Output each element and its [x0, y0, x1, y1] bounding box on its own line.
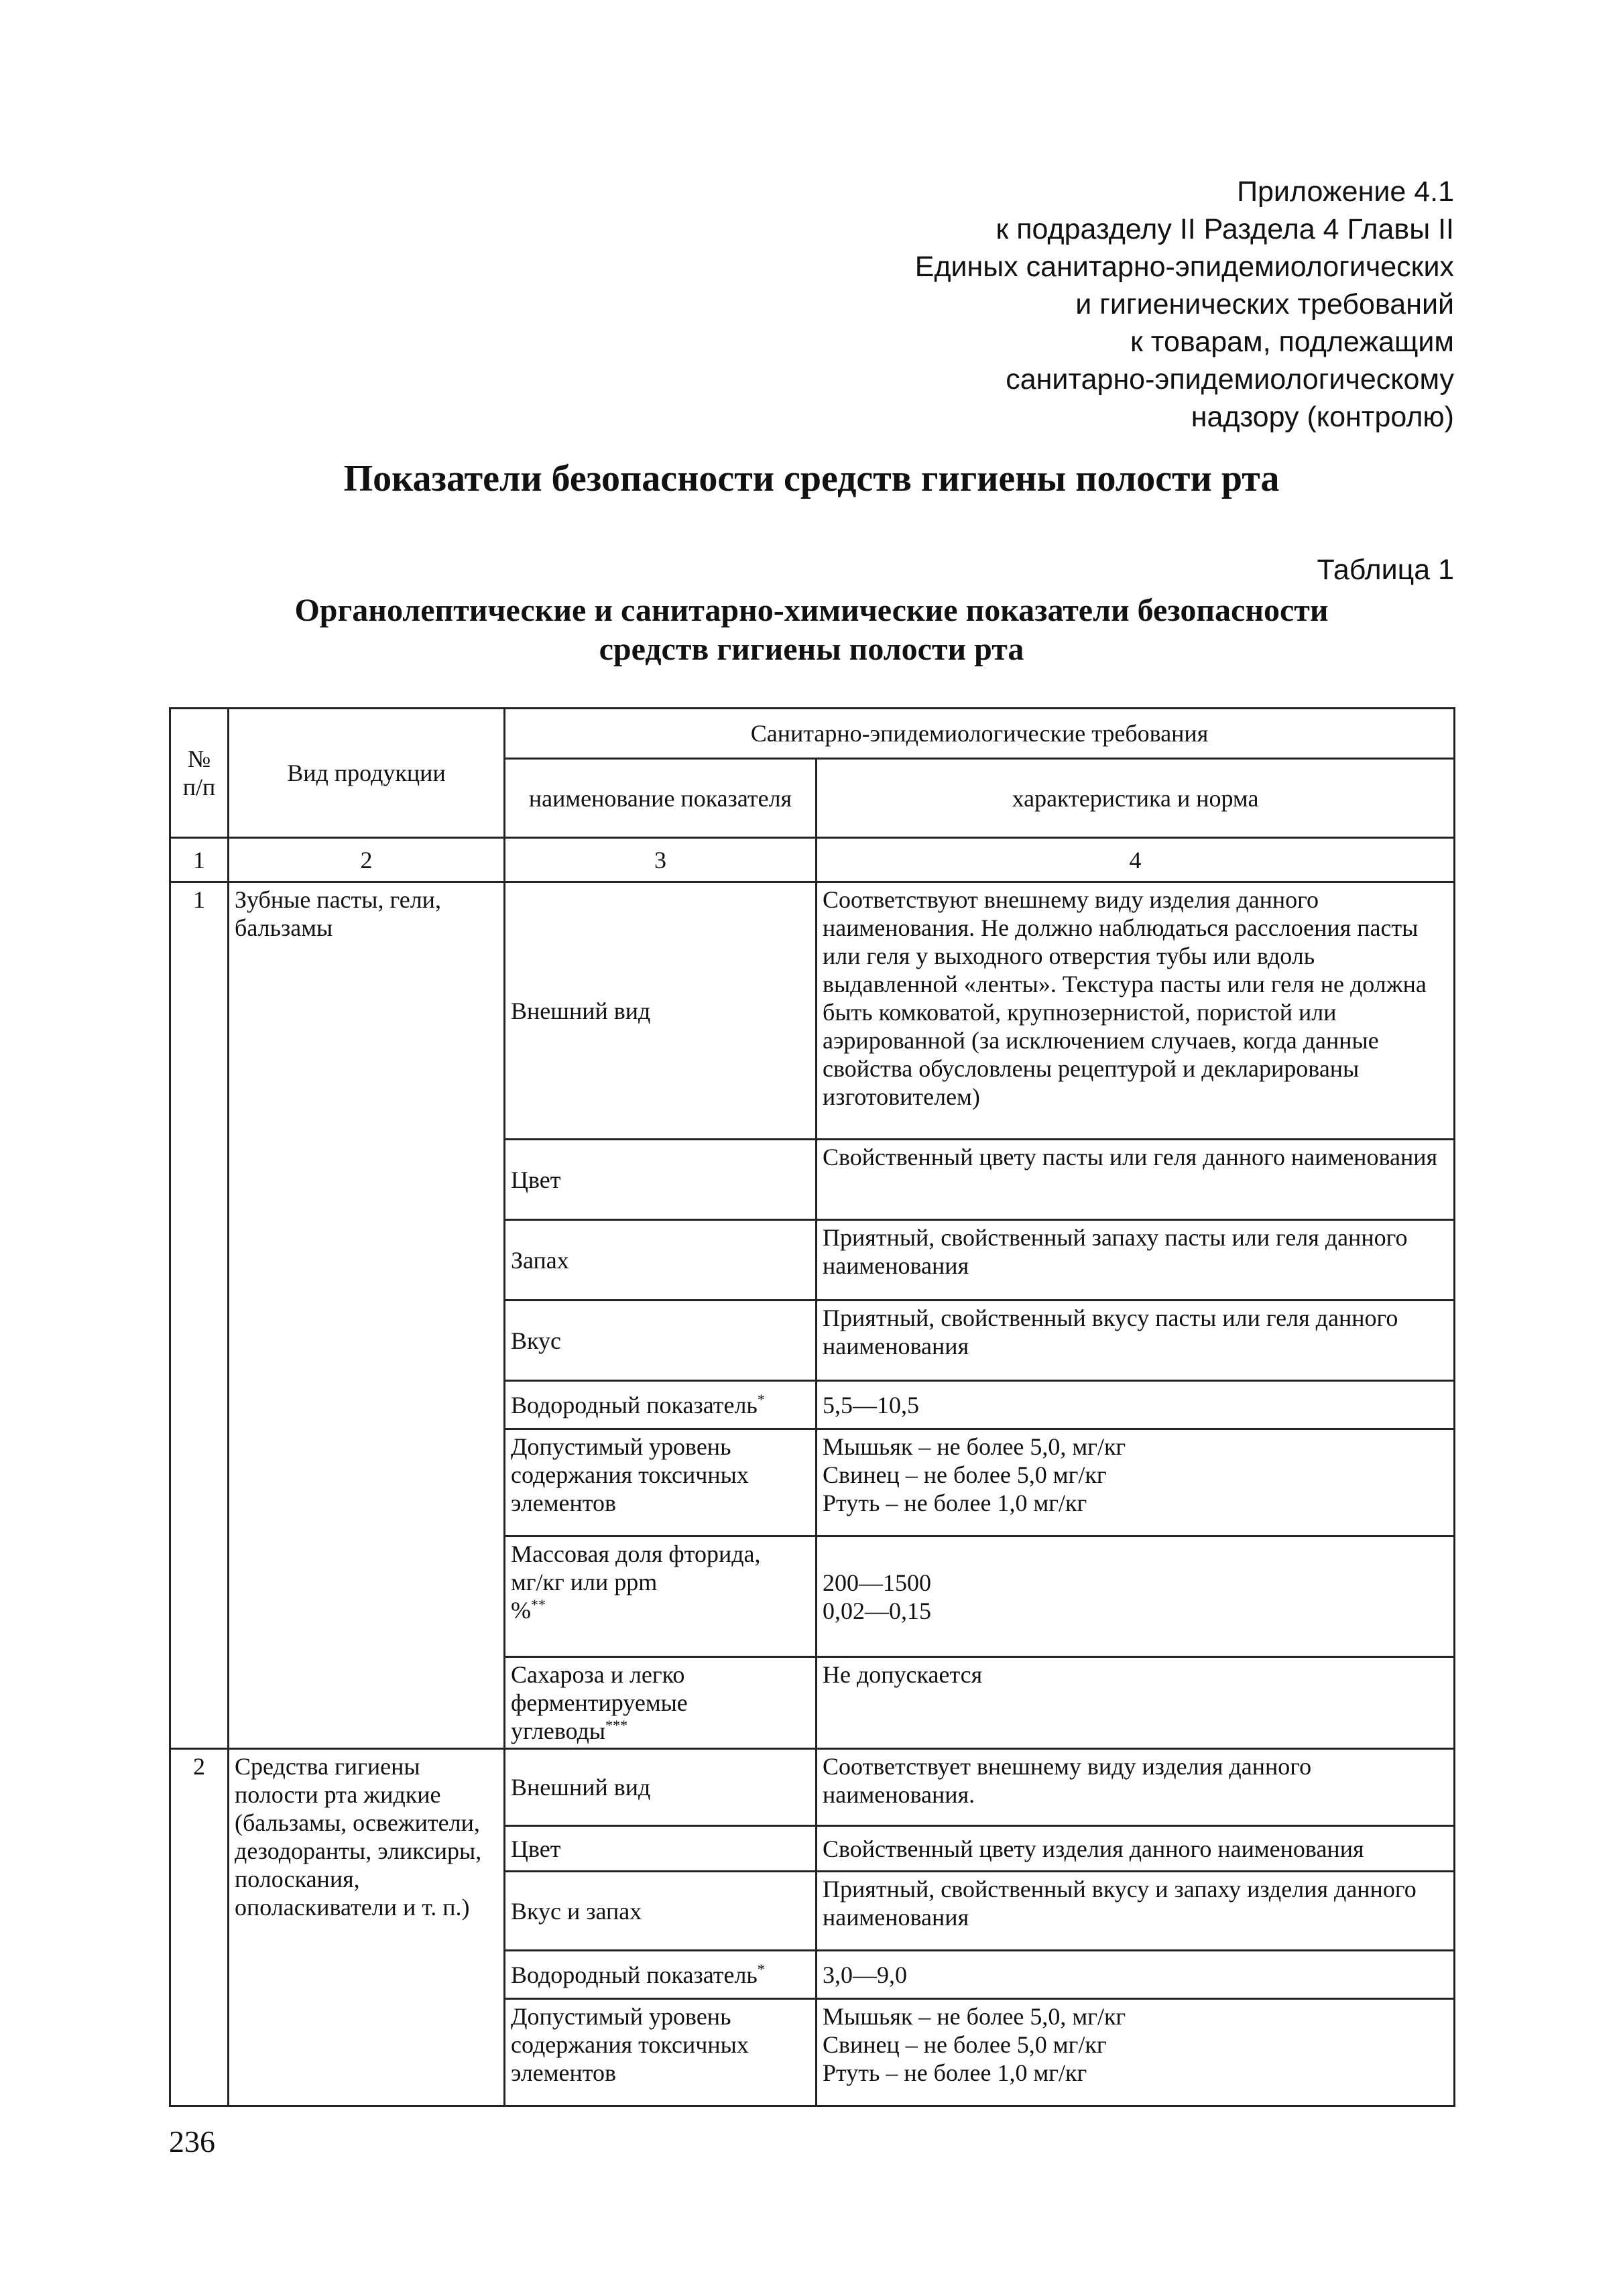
column-number: 3	[505, 838, 817, 882]
indicator-value	[817, 1429, 1455, 1536]
name-line	[511, 1596, 810, 1624]
indicator-name: Допустимый уровень содержания токсичных элементов	[505, 1429, 817, 1536]
value-line: Свинец – не более 5,0 мг/кг	[823, 2031, 1107, 2058]
appendix-line: Приложение 4.1	[1237, 176, 1454, 208]
indicator-name-text: Водородный показатель	[511, 1391, 758, 1418]
value-line: 0,02—0,15	[823, 1597, 931, 1624]
product-type: Средства гигиены полости рта жидкие (бальзамы, освежители, дезодоранты, эликсиры, полоскания, ополаскиватели и т. п.)	[229, 1749, 505, 2106]
indicator-value: Приятный, свойственный запаху пасты или геля данного наименования	[817, 1220, 1455, 1301]
page-title: Показатели безопасности средств гигиены полости рта	[343, 458, 1280, 499]
indicator-name	[505, 1657, 817, 1749]
appendix-line: к подразделу II Раздела 4 Главы II	[996, 213, 1454, 245]
indicator-name	[505, 1381, 817, 1429]
header-num: № п/п	[170, 709, 229, 838]
table-title	[0, 591, 1623, 669]
column-number: 1	[170, 838, 229, 882]
column-number: 4	[817, 838, 1455, 882]
indicator-value: Свойственный цвету пасты или геля данного наименования	[817, 1140, 1455, 1220]
value-line: Мышьяк – не более 5,0, мг/кг	[823, 2003, 1126, 2030]
indicator-value: Приятный, свойственный вкусу и запаху изделия данного наименования	[817, 1872, 1455, 1951]
indicator-name-text: Сахароза и легко ферментируемые углеводы	[511, 1661, 688, 1744]
indicator-name-text: Водородный показатель	[511, 1961, 758, 1988]
indicator-value: Соответствуют внешнему виду изделия данного наименования. Не должно наблюдаться расслоения пасты или геля у выходного отверстия тубы или вдоль выдавленной «ленты». Текстура пасты или геля не должна быть комковатой, крупнозернистой, пористой или аэрированной (за исключением случаев, когда данные свойства обусловлены рецептурой и декларированы изготовителем)	[817, 882, 1455, 1140]
name-line: Массовая доля фторида,	[511, 1540, 761, 1567]
indicator-name: Внешний вид	[505, 1749, 817, 1826]
product-type: Зубные пасты, гели, бальзамы	[229, 882, 505, 1749]
value-line: 200—1500	[823, 1569, 931, 1596]
indicator-name: Запах	[505, 1220, 817, 1301]
footnote-mark: *	[757, 1390, 765, 1408]
indicator-value: 5,5—10,5	[817, 1381, 1455, 1429]
table-row	[170, 1749, 1455, 1826]
name-line: мг/кг или ppm	[511, 1569, 658, 1595]
appendix-line: и гигиенических требований	[1075, 288, 1454, 320]
value-line: Ртуть – не более 1,0 мг/кг	[823, 1490, 1087, 1516]
indicator-name: Цвет	[505, 1826, 817, 1872]
header-characteristic: характеристика и норма	[817, 759, 1455, 838]
header-indicator-name: наименование показателя	[505, 759, 817, 838]
indicator-name	[505, 1951, 817, 1999]
row-number: 1	[170, 882, 229, 1749]
table-label: Таблица 1	[1317, 554, 1454, 586]
indicator-value: Приятный, свойственный вкусу пасты или геля данного наименования	[817, 1301, 1455, 1381]
name-line-text: %	[511, 1597, 531, 1624]
indicator-value: 3,0—9,0	[817, 1951, 1455, 1999]
value-line: Мышьяк – не более 5,0, мг/кг	[823, 1433, 1126, 1460]
indicator-name: Вкус и запах	[505, 1872, 817, 1951]
indicator-name: Внешний вид	[505, 882, 817, 1140]
appendix-header	[915, 173, 1454, 436]
appendix-line: Единых санитарно-эпидемиологических	[914, 251, 1454, 283]
appendix-line: надзору (контролю)	[1191, 401, 1454, 433]
indicator-value: Соответствует внешнему виду изделия данного наименования.	[817, 1749, 1455, 1826]
indicator-name: Вкус	[505, 1301, 817, 1381]
row-number: 2	[170, 1749, 229, 2106]
table-row	[170, 882, 1455, 1140]
header-row	[170, 709, 1455, 759]
value-line: Свинец – не более 5,0 мг/кг	[823, 1461, 1107, 1488]
table-title-line: средств гигиены полости рта	[599, 631, 1024, 667]
safety-indicators-table	[169, 707, 1455, 2107]
column-number-row	[170, 838, 1455, 882]
value-line: Ртуть – не более 1,0 мг/кг	[823, 2059, 1087, 2086]
table-title-line: Органолептические и санитарно-химические показатели безопасности	[294, 593, 1329, 628]
page-number: 236	[169, 2124, 215, 2159]
indicator-value: Не допускается	[817, 1657, 1455, 1749]
indicator-name	[505, 1536, 817, 1657]
indicator-name: Цвет	[505, 1140, 817, 1220]
footnote-mark: *	[757, 1960, 765, 1978]
footnote-mark: **	[531, 1596, 546, 1613]
appendix-line: санитарно-эпидемиологическому	[1006, 363, 1454, 396]
appendix-line: к товарам, подлежащим	[1130, 326, 1454, 358]
indicator-value	[817, 1536, 1455, 1657]
header-product: Вид продукции	[229, 709, 505, 838]
indicator-value: Свойственный цвету изделия данного наименования	[817, 1826, 1455, 1872]
footnote-mark: ***	[605, 1717, 628, 1734]
indicator-value	[817, 1999, 1455, 2106]
column-number: 2	[229, 838, 505, 882]
header-requirements: Санитарно-эпидемиологические требования	[505, 709, 1455, 759]
indicator-name: Допустимый уровень содержания токсичных элементов	[505, 1999, 817, 2106]
